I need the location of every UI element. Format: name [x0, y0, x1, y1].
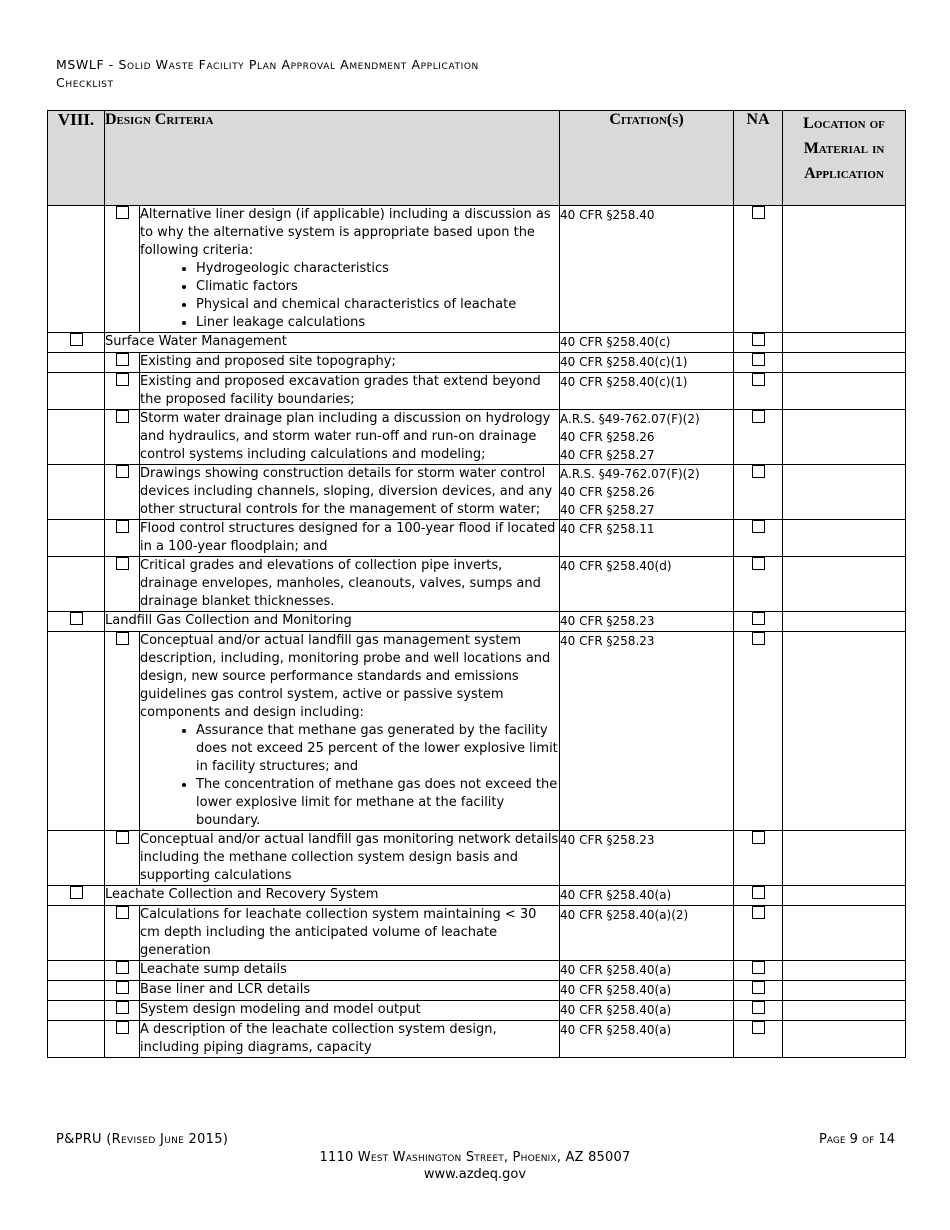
section-title: Leachate Collection and Recovery System: [105, 886, 560, 906]
item-checkbox-cell: [105, 465, 140, 520]
citation-text: 40 CFR §258.40(c)(1): [560, 375, 688, 389]
item-checkbox-cell: [105, 520, 140, 557]
item-description: System design modeling and model output: [140, 1002, 421, 1017]
empty-section-cell: [48, 1021, 105, 1058]
item-description-cell: [140, 831, 560, 886]
item-checkbox[interactable]: [116, 353, 129, 366]
citation-text: 40 CFR §258.40: [560, 208, 655, 222]
item-description-cell: [140, 206, 560, 333]
empty-section-cell: [48, 1001, 105, 1021]
section-checkbox[interactable]: [70, 886, 83, 899]
item-description: Alternative liner design (if applicable) including a discussion as to why the alternative system is appropriate based upon the following criteria:: [140, 207, 551, 258]
section-row: [48, 886, 906, 906]
citation-cell: [560, 1021, 734, 1058]
na-checkbox[interactable]: [752, 557, 765, 570]
header-subtitle: Checklist: [56, 75, 114, 90]
citation-text: 40 CFR §258.11: [560, 522, 655, 536]
empty-section-cell: [48, 906, 105, 961]
location-cell[interactable]: [783, 333, 906, 353]
na-checkbox-cell: [734, 906, 783, 961]
item-description: Existing and proposed site topography;: [140, 354, 396, 369]
citation-text: 40 CFR §258.23: [560, 614, 655, 628]
citation-cell: [560, 632, 734, 831]
citation-cell: [560, 333, 734, 353]
header-title: MSWLF - Solid Waste Facility Plan Approval Amendment Application: [56, 57, 479, 72]
location-cell[interactable]: [783, 886, 906, 906]
na-checkbox-cell: [734, 981, 783, 1001]
item-description-cell: [140, 520, 560, 557]
empty-section-cell: [48, 206, 105, 333]
na-checkbox[interactable]: [752, 465, 765, 478]
section-checkbox[interactable]: [70, 333, 83, 346]
item-row: [48, 906, 906, 961]
item-description: Critical grades and elevations of collection pipe inverts, drainage envelopes, manholes, cleanouts, valves, sumps and drainage blanket thicknesses.: [140, 558, 541, 609]
na-checkbox-cell: [734, 632, 783, 831]
citation-cell: [560, 906, 734, 961]
item-checkbox[interactable]: [116, 981, 129, 994]
item-row: [48, 410, 906, 465]
item-description: Conceptual and/or actual landfill gas monitoring network details including the methane collection system design basis and supporting calculations: [140, 832, 559, 883]
na-checkbox-cell: [734, 1021, 783, 1058]
item-checkbox-cell: [105, 981, 140, 1001]
na-checkbox[interactable]: [752, 333, 765, 346]
na-checkbox-cell: [734, 612, 783, 632]
location-cell[interactable]: [783, 206, 906, 333]
item-row: [48, 961, 906, 981]
empty-section-cell: [48, 632, 105, 831]
empty-section-cell: [48, 465, 105, 520]
citation-text: A.R.S. §49-762.07(F)(2): [560, 412, 700, 426]
citation-text: 40 CFR §258.40(c)(1): [560, 355, 688, 369]
section-checkbox-cell: [48, 886, 105, 906]
item-row: [48, 465, 906, 520]
citation-cell: [560, 831, 734, 886]
location-cell[interactable]: [783, 520, 906, 557]
item-description-cell: [140, 373, 560, 410]
empty-section-cell: [48, 373, 105, 410]
na-checkbox-cell: [734, 465, 783, 520]
empty-section-cell: [48, 410, 105, 465]
citation-cell: [560, 520, 734, 557]
location-header-line: Location of: [803, 115, 885, 132]
footer-revision: P&PRU (Revised June 2015): [56, 1132, 229, 1147]
criteria-bullet: • Hydrogeologic characteristics: [196, 260, 559, 278]
na-checkbox[interactable]: [752, 206, 765, 219]
item-description: Storm water drainage plan including a discussion on hydrology and hydraulics, and storm water run-off and run-on drainage control systems including calculations and modeling;: [140, 411, 551, 462]
na-checkbox-cell: [734, 206, 783, 333]
criteria-bullet: • Physical and chemical characteristics of leachate: [196, 296, 559, 314]
na-checkbox[interactable]: [752, 981, 765, 994]
location-cell[interactable]: [783, 410, 906, 465]
na-checkbox-cell: [734, 557, 783, 612]
citation-cell: [560, 206, 734, 333]
section-number-header: VIII.: [48, 111, 105, 206]
citation-text: 40 CFR §258.40(a)(2): [560, 908, 689, 922]
citation-text: 40 CFR §258.23: [560, 634, 655, 648]
item-row: [48, 557, 906, 612]
location-cell[interactable]: [783, 961, 906, 981]
item-checkbox[interactable]: [116, 557, 129, 570]
empty-section-cell: [48, 557, 105, 612]
citation-cell: [560, 961, 734, 981]
item-checkbox-cell: [105, 206, 140, 333]
footer-page-number: Page 9 of 14: [819, 1132, 895, 1147]
criteria-bullet-list: [140, 260, 559, 332]
section-row: [48, 612, 906, 632]
criteria-bullet: • The concentration of methane gas does not exceed the lower explosive limit for methane at the facility boundary.: [196, 776, 559, 830]
item-checkbox-cell: [105, 1021, 140, 1058]
item-checkbox[interactable]: [116, 1001, 129, 1014]
citation-text: 40 CFR §258.40(a): [560, 983, 672, 997]
item-row: [48, 1001, 906, 1021]
citation-cell: [560, 886, 734, 906]
item-checkbox-cell: [105, 410, 140, 465]
item-checkbox[interactable]: [116, 632, 129, 645]
na-checkbox-cell: [734, 831, 783, 886]
citation-text: 40 CFR §258.40(a): [560, 1003, 672, 1017]
na-checkbox-cell: [734, 961, 783, 981]
na-checkbox-cell: [734, 886, 783, 906]
na-checkbox-cell: [734, 353, 783, 373]
footer-url: www.azdeq.gov: [423, 1167, 527, 1182]
item-checkbox[interactable]: [116, 206, 129, 219]
item-row: [48, 353, 906, 373]
section-checkbox[interactable]: [70, 612, 83, 625]
empty-section-cell: [48, 520, 105, 557]
na-checkbox[interactable]: [752, 612, 765, 625]
location-cell[interactable]: [783, 632, 906, 831]
citation-text: 40 CFR §258.40(c): [560, 335, 671, 349]
item-description-cell: [140, 1001, 560, 1021]
document-header: [56, 56, 479, 92]
citations-header: Citation(s): [560, 111, 734, 206]
location-cell[interactable]: [783, 353, 906, 373]
item-description-cell: [140, 410, 560, 465]
location-header-line: Application: [804, 165, 884, 182]
location-header: [783, 111, 906, 206]
citation-cell: [560, 612, 734, 632]
citation-text: 40 CFR §258.40(a): [560, 1023, 672, 1037]
criteria-bullet: • Liner leakage calculations: [196, 314, 559, 332]
na-checkbox[interactable]: [752, 1021, 765, 1034]
na-checkbox-cell: [734, 373, 783, 410]
na-checkbox[interactable]: [752, 906, 765, 919]
item-checkbox-cell: [105, 1001, 140, 1021]
item-checkbox[interactable]: [116, 410, 129, 423]
design-criteria-header: Design Criteria: [105, 111, 560, 206]
item-description-cell: [140, 1021, 560, 1058]
location-cell[interactable]: [783, 612, 906, 632]
item-description: A description of the leachate collection system design, including piping diagrams, capacity: [140, 1022, 497, 1055]
citation-text: 40 CFR §258.40(a): [560, 888, 672, 902]
na-header: NA: [734, 111, 783, 206]
item-checkbox[interactable]: [116, 906, 129, 919]
item-checkbox[interactable]: [116, 1021, 129, 1034]
item-description: Base liner and LCR details: [140, 982, 311, 997]
item-row: [48, 981, 906, 1001]
footer-address: 1110 West Washington Street, Phoenix, AZ 85007: [319, 1150, 631, 1165]
table-header-row: [48, 111, 906, 206]
design-criteria-table: [47, 110, 906, 1058]
item-description-cell: [140, 557, 560, 612]
citation-text: 40 CFR §258.40(d): [560, 559, 672, 573]
location-cell[interactable]: [783, 465, 906, 520]
item-checkbox[interactable]: [116, 373, 129, 386]
na-checkbox[interactable]: [752, 632, 765, 645]
item-description-cell: [140, 961, 560, 981]
item-description-cell: [140, 353, 560, 373]
citation-cell: [560, 410, 734, 465]
item-description: Calculations for leachate collection system maintaining < 30 cm depth including the anticipated volume of leachate generation: [140, 907, 537, 958]
item-description-cell: [140, 981, 560, 1001]
item-description-cell: [140, 465, 560, 520]
item-checkbox-cell: [105, 831, 140, 886]
item-checkbox-cell: [105, 353, 140, 373]
citation-text: 40 CFR §258.26: [560, 485, 655, 499]
empty-section-cell: [48, 353, 105, 373]
item-checkbox-cell: [105, 373, 140, 410]
na-checkbox[interactable]: [752, 831, 765, 844]
item-description: Existing and proposed excavation grades that extend beyond the proposed facility boundaries;: [140, 374, 541, 407]
location-header-line: Material in: [803, 140, 885, 157]
citation-cell: [560, 981, 734, 1001]
section-checkbox-cell: [48, 333, 105, 353]
citation-cell: [560, 373, 734, 410]
na-checkbox-cell: [734, 1001, 783, 1021]
section-row: [48, 333, 906, 353]
citation-cell: [560, 465, 734, 520]
criteria-bullet: • Climatic factors: [196, 278, 559, 296]
citation-text: 40 CFR §258.26: [560, 430, 655, 444]
item-checkbox-cell: [105, 632, 140, 831]
na-checkbox[interactable]: [752, 520, 765, 533]
empty-section-cell: [48, 981, 105, 1001]
citation-text: 40 CFR §258.23: [560, 833, 655, 847]
item-checkbox-cell: [105, 906, 140, 961]
location-cell[interactable]: [783, 557, 906, 612]
item-row: [48, 632, 906, 831]
na-checkbox[interactable]: [752, 410, 765, 423]
location-cell[interactable]: [783, 373, 906, 410]
section-title: Surface Water Management: [105, 333, 560, 353]
location-cell[interactable]: [783, 906, 906, 961]
item-checkbox[interactable]: [116, 520, 129, 533]
na-checkbox[interactable]: [752, 886, 765, 899]
section-title: Landfill Gas Collection and Monitoring: [105, 612, 560, 632]
citation-text: 40 CFR §258.27: [560, 448, 655, 462]
empty-section-cell: [48, 961, 105, 981]
citation-cell: [560, 353, 734, 373]
item-row: [48, 206, 906, 333]
item-description: Conceptual and/or actual landfill gas management system description, including, monitoring probe and well locations and design, new source performance standards and emissions guidelines gas control system, active or passive system components and design including:: [140, 633, 551, 720]
item-row: [48, 831, 906, 886]
empty-section-cell: [48, 831, 105, 886]
location-cell[interactable]: [783, 831, 906, 886]
location-cell[interactable]: [783, 1001, 906, 1021]
citation-text: 40 CFR §258.27: [560, 503, 655, 517]
item-description: Leachate sump details: [140, 962, 287, 977]
location-cell[interactable]: [783, 1021, 906, 1058]
citation-text: A.R.S. §49-762.07(F)(2): [560, 467, 700, 481]
na-checkbox[interactable]: [752, 1001, 765, 1014]
location-cell[interactable]: [783, 981, 906, 1001]
section-checkbox-cell: [48, 612, 105, 632]
item-row: [48, 520, 906, 557]
item-description: Drawings showing construction details for storm water control devices including channels, sloping, diversion devices, and any other structural controls for the management of storm water;: [140, 466, 553, 517]
criteria-bullet: • Assurance that methane gas generated by the facility does not exceed 25 percent of the lower explosive limit in facility structures; and: [196, 722, 559, 776]
citation-text: 40 CFR §258.40(a): [560, 963, 672, 977]
item-checkbox[interactable]: [116, 465, 129, 478]
na-checkbox[interactable]: [752, 353, 765, 366]
citation-cell: [560, 557, 734, 612]
item-row: [48, 373, 906, 410]
na-checkbox-cell: [734, 333, 783, 353]
item-checkbox-cell: [105, 557, 140, 612]
item-row: [48, 1021, 906, 1058]
na-checkbox[interactable]: [752, 961, 765, 974]
item-description-cell: [140, 632, 560, 831]
criteria-bullet-list: [140, 722, 559, 830]
na-checkbox[interactable]: [752, 373, 765, 386]
item-checkbox-cell: [105, 961, 140, 981]
na-checkbox-cell: [734, 410, 783, 465]
item-checkbox[interactable]: [116, 831, 129, 844]
item-checkbox[interactable]: [116, 961, 129, 974]
na-checkbox-cell: [734, 520, 783, 557]
item-description-cell: [140, 906, 560, 961]
citation-cell: [560, 1001, 734, 1021]
item-description: Flood control structures designed for a 100-year flood if located in a 100-year floodplain; and: [140, 521, 556, 554]
